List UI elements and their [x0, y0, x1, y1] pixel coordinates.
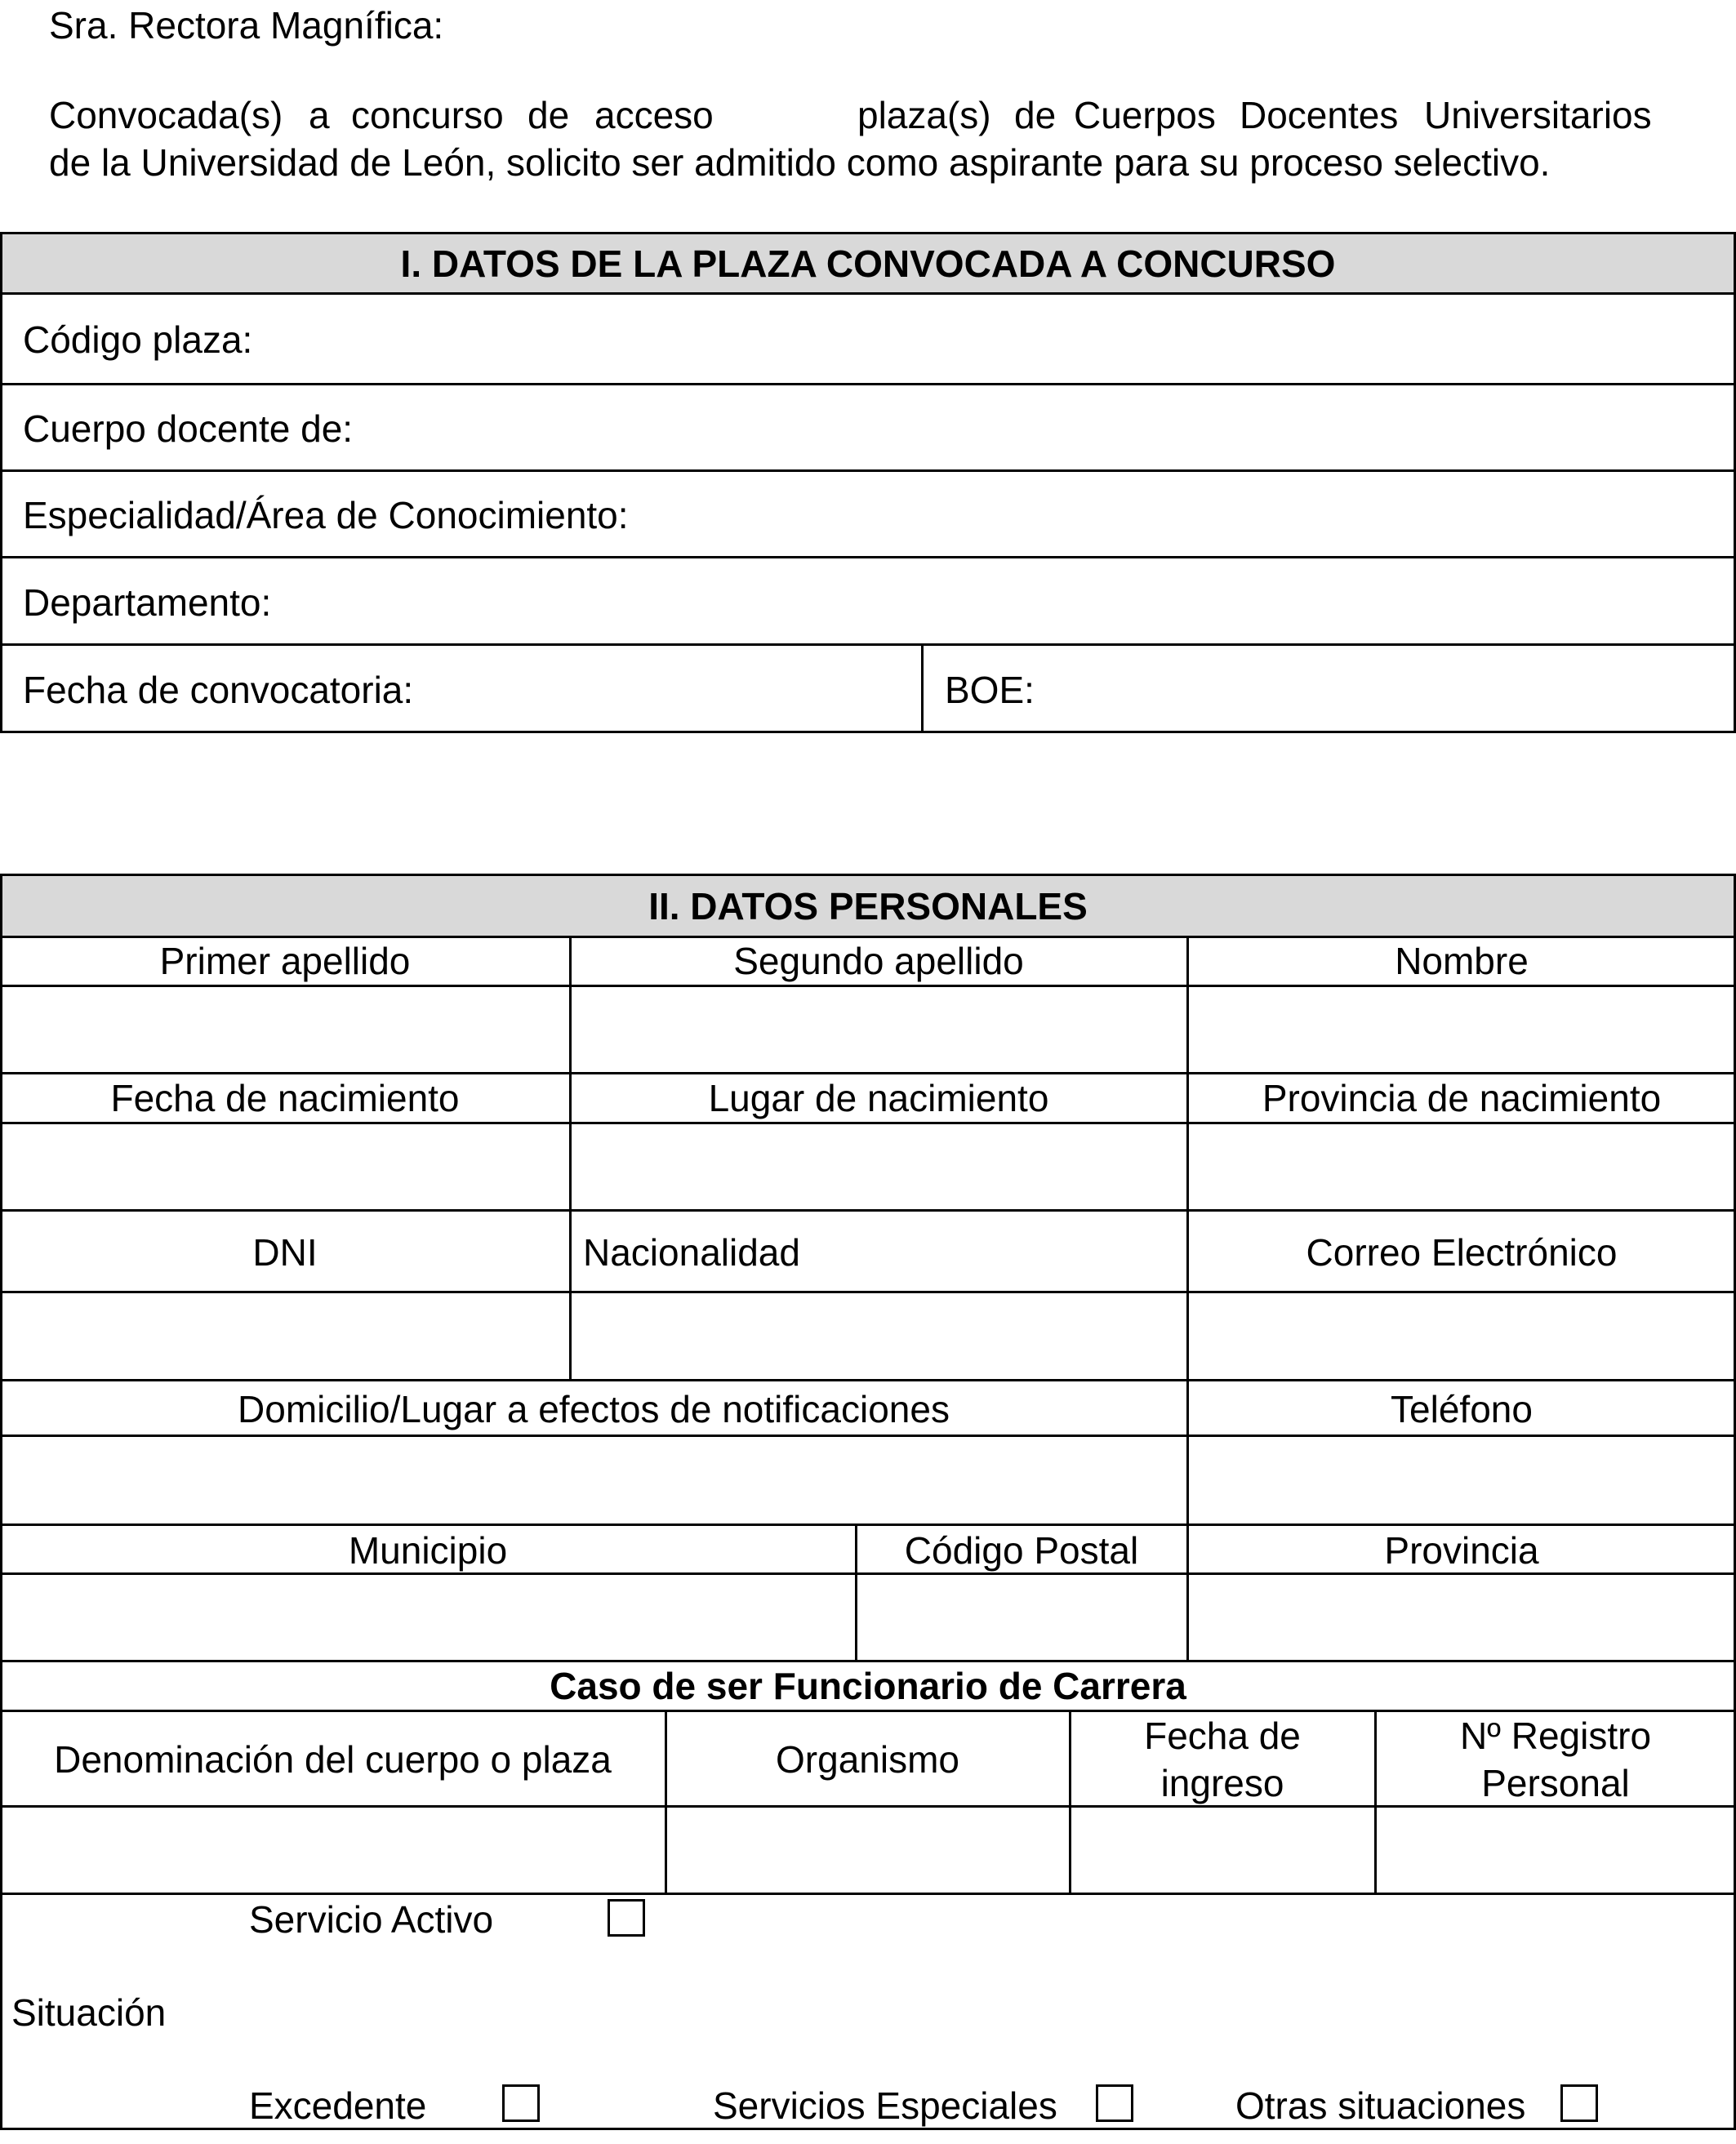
- intro-word: concurso: [351, 94, 504, 136]
- intro-word: acceso: [594, 94, 714, 136]
- fecha-convocatoria-label: Fecha de convocatoria:: [23, 669, 414, 711]
- segundo-apellido-field[interactable]: [572, 988, 1186, 1071]
- provincia-label: Provincia: [1384, 1529, 1539, 1572]
- lugar-nacimiento-field[interactable]: [572, 1125, 1186, 1208]
- fecha-convocatoria-field[interactable]: [449, 645, 915, 730]
- especialidad-label: Especialidad/Área de Conocimiento:: [23, 494, 629, 536]
- correo-label: Correo Electrónico: [1306, 1231, 1618, 1274]
- especialidad-field[interactable]: [678, 472, 1731, 555]
- salutation: Sra. Rectora Magnífica:: [49, 4, 444, 47]
- nacionalidad-label: Nacionalidad: [583, 1231, 800, 1274]
- segundo-apellido-label: Segundo apellido: [733, 940, 1024, 982]
- correo-field[interactable]: [1190, 1295, 1734, 1378]
- section2-title: II. DATOS PERSONALES: [648, 885, 1088, 927]
- codigo-postal-field[interactable]: [858, 1576, 1186, 1659]
- lugar-nacimiento-label: Lugar de nacimiento: [708, 1077, 1049, 1119]
- organismo-field[interactable]: [668, 1809, 1069, 1893]
- cuerpo-docente-field[interactable]: [384, 385, 1731, 469]
- intro-line-1: [49, 96, 1670, 137]
- servicio-activo-checkbox[interactable]: [608, 1899, 645, 1937]
- codigo-plaza-field[interactable]: [278, 296, 1731, 382]
- otras-situaciones-checkbox[interactable]: [1560, 2084, 1598, 2122]
- boe-field[interactable]: [1045, 645, 1731, 730]
- cuerpo-docente-label: Cuerpo docente de:: [23, 407, 354, 450]
- fecha-nacimiento-label: Fecha de nacimiento: [110, 1077, 460, 1119]
- intro-word: Cuerpos: [1074, 94, 1216, 136]
- provincia-field[interactable]: [1190, 1576, 1734, 1659]
- denominacion-field[interactable]: [2, 1809, 665, 1893]
- nombre-field[interactable]: [1190, 988, 1734, 1071]
- provincia-nacimiento-field[interactable]: [1190, 1125, 1734, 1208]
- codigo-plaza-label: Código plaza:: [23, 318, 253, 361]
- municipio-label: Municipio: [348, 1529, 508, 1572]
- dni-label: DNI: [252, 1231, 318, 1274]
- codigo-postal-label: Código Postal: [904, 1529, 1139, 1572]
- provincia-nacimiento-label: Provincia de nacimiento: [1262, 1077, 1662, 1119]
- servicios-especiales-label: Servicios Especiales: [713, 2084, 1057, 2127]
- intro-word: de: [1014, 94, 1057, 136]
- funcionario-title: Caso de ser Funcionario de Carrera: [550, 1665, 1186, 1707]
- registro-label-1: Nº Registro: [1459, 1715, 1652, 1757]
- servicios-especiales-checkbox[interactable]: [1096, 2084, 1133, 2122]
- excedente-checkbox[interactable]: [502, 2084, 540, 2122]
- municipio-field[interactable]: [2, 1576, 855, 1659]
- otras-situaciones-label: Otras situaciones: [1235, 2084, 1526, 2127]
- fecha-nacimiento-field[interactable]: [2, 1125, 569, 1208]
- domicilio-field[interactable]: [2, 1438, 1186, 1523]
- intro-word: Convocada(s): [49, 94, 283, 136]
- situacion-label: Situación: [11, 1991, 167, 2034]
- departamento-field[interactable]: [294, 558, 1731, 642]
- telefono-label: Teléfono: [1391, 1388, 1533, 1430]
- registro-label-2: Personal: [1481, 1762, 1630, 1804]
- excedente-label: Excedente: [249, 2084, 427, 2127]
- intro-word: plaza(s): [857, 94, 991, 136]
- denominacion-label: Denominación del cuerpo o plaza: [54, 1738, 612, 1781]
- dni-field[interactable]: [2, 1295, 569, 1378]
- organismo-label: Organismo: [776, 1738, 959, 1781]
- telefono-field[interactable]: [1190, 1438, 1734, 1523]
- boe-label: BOE:: [945, 669, 1035, 711]
- servicio-activo-label: Servicio Activo: [249, 1898, 494, 1941]
- intro-word: de: [527, 94, 570, 136]
- registro-field[interactable]: [1378, 1809, 1734, 1893]
- intro-word: a: [309, 94, 330, 136]
- primer-apellido-label: Primer apellido: [159, 940, 411, 982]
- intro-line-2: de la Universidad de León, solicito ser admitido como aspirante para su proceso selectivo.: [49, 141, 1551, 184]
- departamento-label: Departamento:: [23, 581, 272, 624]
- intro-word: Universitarios: [1424, 94, 1652, 136]
- fecha-ingreso-label-2: ingreso: [1160, 1762, 1284, 1804]
- fecha-ingreso-label-1: Fecha de: [1144, 1715, 1301, 1757]
- section1-title: I. DATOS DE LA PLAZA CONVOCADA A CONCURSO: [400, 242, 1336, 285]
- fecha-ingreso-field[interactable]: [1072, 1809, 1374, 1893]
- nombre-label: Nombre: [1395, 940, 1529, 982]
- domicilio-label: Domicilio/Lugar a efectos de notificaciones: [238, 1388, 950, 1430]
- intro-word: Docentes: [1240, 94, 1399, 136]
- nacionalidad-field[interactable]: [572, 1295, 1186, 1378]
- primer-apellido-field[interactable]: [2, 988, 569, 1071]
